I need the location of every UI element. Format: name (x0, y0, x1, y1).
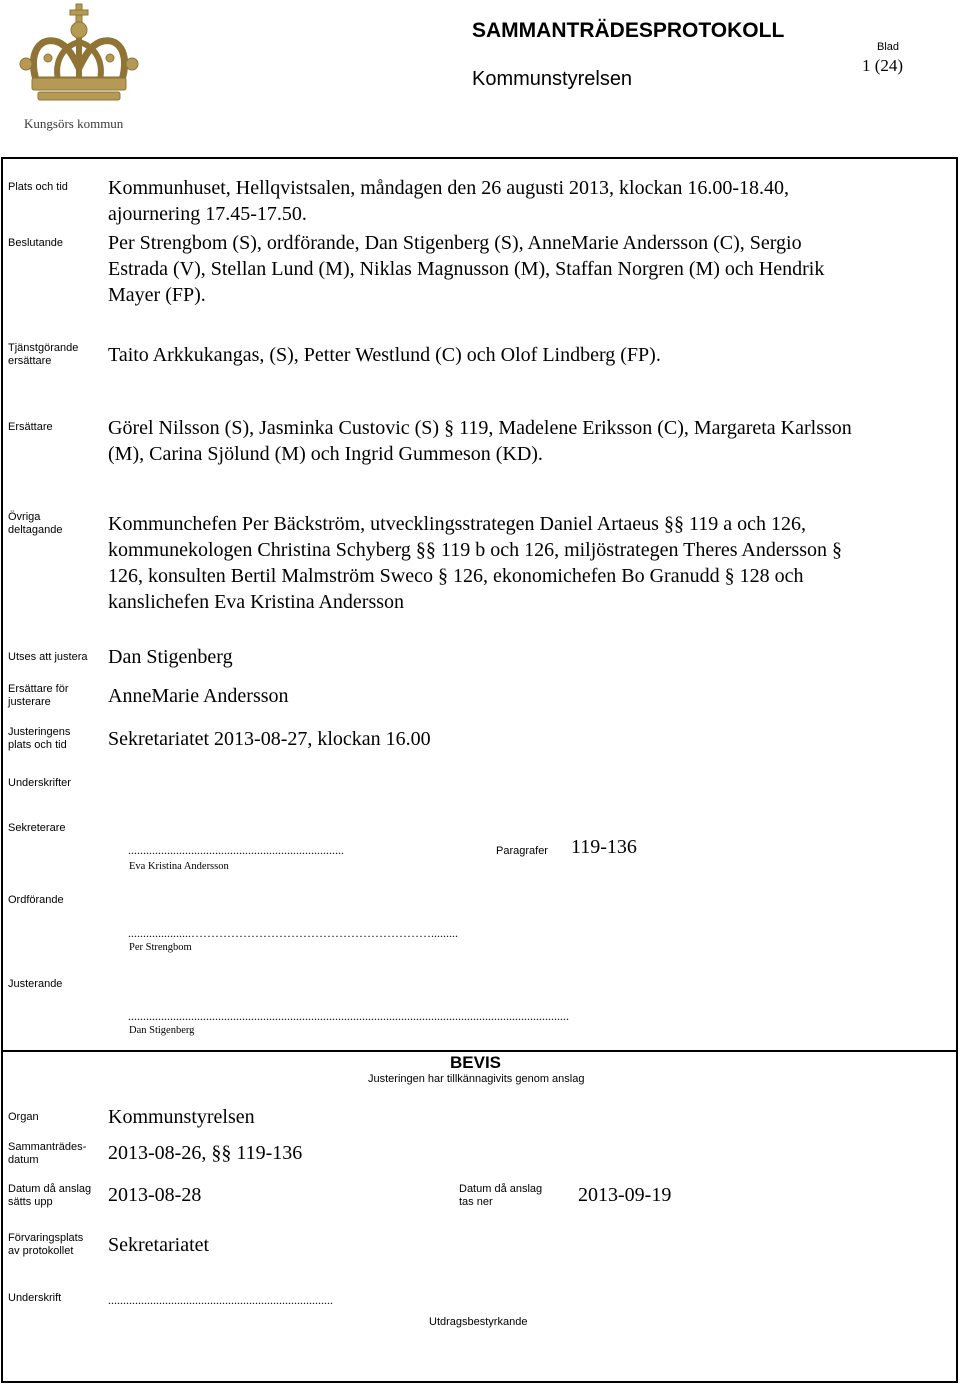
meeting-date: 2013-08-26, §§ 119-136 (108, 1142, 303, 1164)
secretary-name: Eva Kristina Andersson (129, 861, 229, 872)
meeting-date-label-1: Sammanträdes- (8, 1141, 87, 1153)
paragraphs-label: Paragrafer (496, 845, 548, 857)
secretary-signature-line: ........................................................................ (128, 843, 344, 857)
deciding-line-2: Estrada (V), Stellan Lund (M), Niklas Magnusson (M), Staffan Norgren (M) och Hendrik (108, 258, 825, 280)
adjusting-label: Justerande (8, 978, 63, 990)
storage-label-1: Förvaringsplats (8, 1232, 84, 1244)
adjusting-signature-line: ................................................................................................................................................... (128, 1009, 569, 1023)
adjusting-name: Dan Stigenberg (129, 1025, 195, 1036)
place-label: Plats och tid (8, 181, 68, 193)
others-line-4: kanslichefen Eva Kristina Andersson (108, 591, 405, 613)
bevis-box (1, 1050, 958, 1383)
adjust-place: Sekretariatet 2013-08-27, klockan 16.00 (108, 728, 431, 750)
serving-substitutes: Taito Arkkukangas, (S), Petter Westlund (C) och Olof Lindberg (FP). (108, 344, 661, 366)
deciding-line-3: Mayer (FP). (108, 284, 206, 306)
bevis-subtitle: Justeringen har tillkännagivits genom anslag (368, 1073, 585, 1085)
substitutes-label: Ersättare (8, 421, 53, 433)
signatures-heading: Underskrifter (8, 777, 71, 789)
committee-name: Kommunstyrelsen (472, 68, 633, 90)
adjust-place-label-2: plats och tid (8, 739, 67, 751)
signature-line: ........................................................................... (108, 1293, 333, 1307)
organ: Kommunstyrelsen (108, 1106, 255, 1128)
adjuster: Dan Stigenberg (108, 646, 233, 668)
posted-date-label-1: Datum då anslag (8, 1183, 92, 1195)
others-line-2: kommunekologen Christina Schyberg §§ 119 b och 126, miljöstrategen Theres Andersson § (108, 539, 842, 561)
paragraphs-value: 119-136 (571, 836, 637, 858)
deciding-label: Beslutande (8, 237, 64, 249)
removed-date-label-2: tas ner (459, 1196, 493, 1208)
posted-date: 2013-08-28 (108, 1184, 202, 1206)
storage-place: Sekretariatet (108, 1234, 210, 1256)
blad-label: Blad (877, 41, 900, 53)
crown-icon (18, 2, 142, 114)
posted-date-label-2: sätts upp (8, 1196, 53, 1208)
others-line-3: 126, konsulten Bertil Malmström Sweco § 126, ekonomichefen Bo Granudd § 128 och (108, 565, 804, 587)
municipality-logo (18, 2, 142, 132)
adjuster-label: Utses att justera (8, 651, 88, 663)
storage-label-2: av protokollet (8, 1245, 74, 1257)
removed-date-label-1: Datum då anslag (459, 1183, 543, 1195)
substitutes-line-2: (M), Carina Sjölund (M) och Ingrid Gummeson (KD). (108, 443, 543, 465)
serving-sub-label-1: Tjänstgörande (8, 342, 79, 354)
deciding-line-1: Per Strengbom (S), ordförande, Dan Stigenberg (S), AnneMarie Andersson (C), Sergio (108, 232, 802, 254)
secretary-label: Sekreterare (8, 822, 66, 834)
chair-signature-line: .....................……………………………………………………......... (128, 926, 458, 940)
place-line-2: ajournering 17.45-17.50. (108, 203, 307, 225)
chair-name: Per Strengbom (129, 942, 192, 953)
sub-adjuster-label-2: justerare (8, 696, 51, 708)
adjust-place-label-1: Justeringens (8, 726, 71, 738)
signature-label: Underskrift (8, 1292, 62, 1304)
document-title: SAMMANTRÄDESPROTOKOLL (472, 19, 785, 42)
meeting-date-label-2: datum (8, 1154, 39, 1166)
chair-label: Ordförande (8, 894, 64, 906)
others-line-1: Kommunchefen Per Bäckström, utvecklingsstrategen Daniel Artaeus §§ 119 a och 126, (108, 513, 806, 535)
sub-adjuster: AnneMarie Andersson (108, 685, 289, 707)
others-label-1: Övriga (8, 511, 41, 523)
bevis-title: BEVIS (450, 1053, 502, 1072)
page-number: 1 (24) (862, 56, 904, 75)
organ-label: Organ (8, 1111, 39, 1123)
substitutes-line-1: Görel Nilsson (S), Jasminka Custovic (S) § 119, Madelene Eriksson (C), Margareta Karlsson (108, 417, 852, 439)
serving-sub-label-2: ersättare (8, 355, 52, 367)
removed-date: 2013-09-19 (578, 1184, 672, 1206)
org-name: Kungsörs kommun (24, 116, 124, 131)
sub-adjuster-label-1: Ersättare för (8, 683, 69, 695)
signature-caption: Utdragsbestyrkande (429, 1316, 528, 1328)
others-label-2: deltagande (8, 524, 63, 536)
place-line-1: Kommunhuset, Hellqvistsalen, måndagen den 26 augusti 2013, klockan 16.00-18.40, (108, 177, 790, 199)
